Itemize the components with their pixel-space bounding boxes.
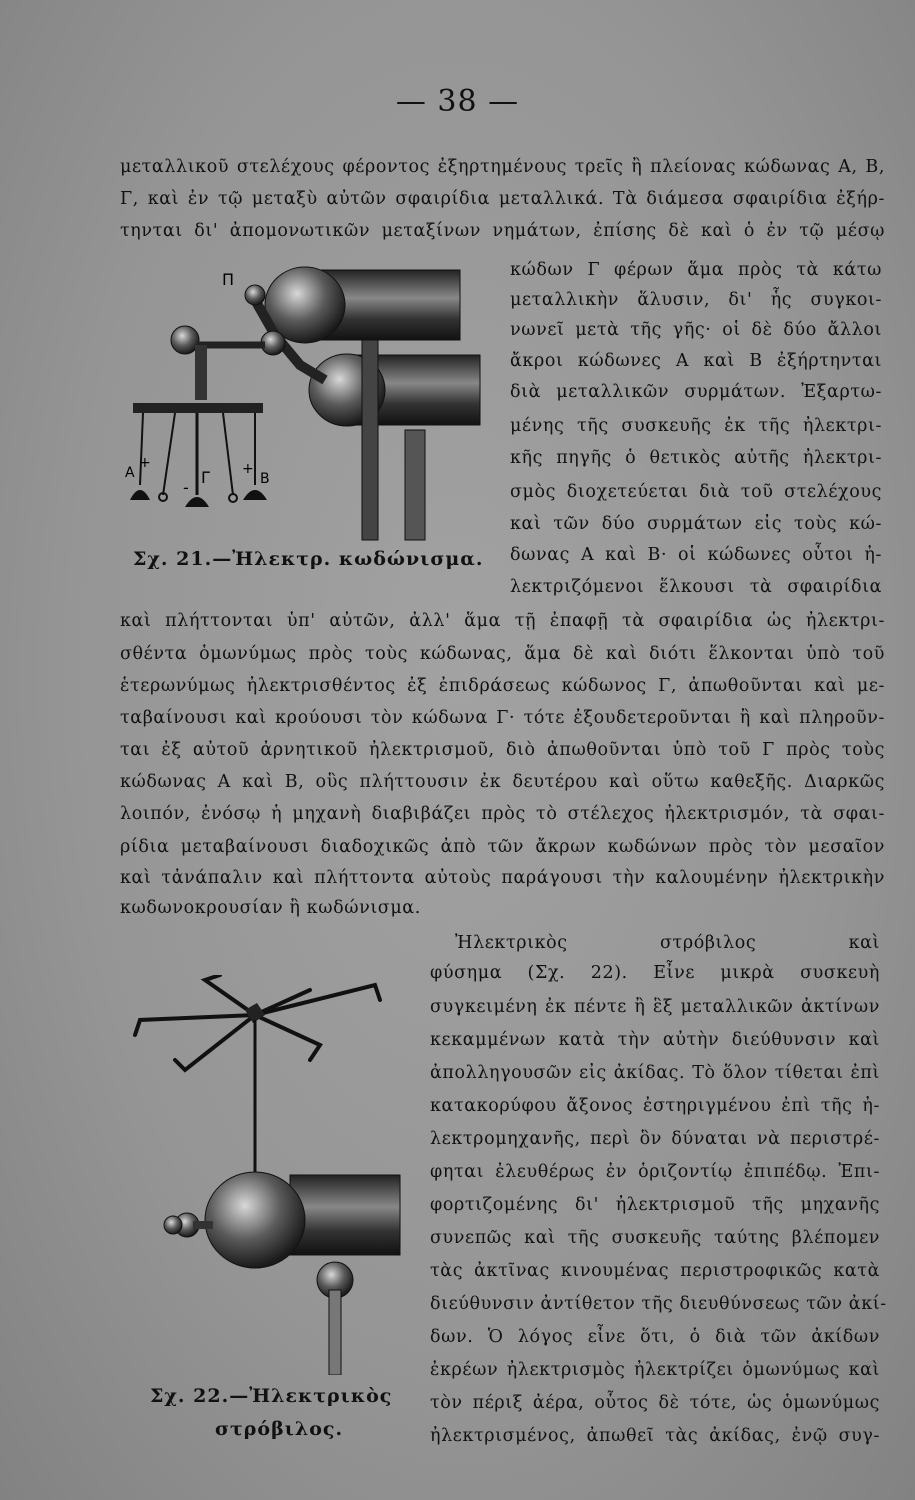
text-line: φύσημα (Σχ. 22). Εἶνε μικρὰ συσκευὴ	[430, 963, 880, 983]
text-line: τηνται δι' ἀπομονωτικῶν μεταξίνων νημάτων, ἐπίσης δὲ καὶ ὁ ἐν τῷ μέσῳ	[120, 221, 885, 241]
text-line: κῆς πηγῆς ὁ θετικὸς αὐτῆς ἠλεκτρι-	[510, 448, 882, 468]
text-line: συγκειμένη ἐκ πέντε ἢ ἓξ μεταλλικῶν ἀκτίνων	[430, 997, 880, 1017]
text-line: συνεπῶς καὶ τῆς συσκευῆς ταύτης βλέπομεν	[430, 1228, 880, 1248]
figure-22-caption-line1: Σχ. 22.—Ἠλεκτρικὸς	[150, 1385, 393, 1407]
text-line: ταβαίνουσι καὶ κρούουσι τὸν κώδωνα Γ· τότε ἐξουδετεροῦνται ἢ καὶ πληροῦν-	[120, 708, 885, 728]
text-line: τὸν πέριξ ἀέρα, οὗτος δὲ τότε, ὡς ὁμωνύμως	[430, 1393, 880, 1413]
text-line: Γ, καὶ ἐν τῷ μεταξὺ αὐτῶν σφαιρίδια μεταλλικά. Τὰ διάμεσα σφαιρίδια ἐξήρ-	[120, 189, 885, 209]
text-line: ἐκρέων ἠλεκτρισμὸς ἠλεκτρίζει ὁμωνύμως καὶ	[430, 1360, 880, 1380]
text-line: καὶ τῶν δύο συρμάτων εἰς τοὺς κώ-	[510, 514, 882, 534]
figure-22-caption-line2: στρόβιλος.	[215, 1418, 344, 1440]
figure-21-label-plus-a: +	[139, 455, 151, 471]
text-line: λοιπόν, ἐνόσῳ ἡ μηχανὴ διαβιβάζει πρὸς τὸ στέλεχος ἠλεκτρισμόν, τὰ σφαι-	[120, 804, 885, 824]
figure-21-label-a: A	[125, 465, 135, 481]
figure-21-label-plus-b: +	[242, 461, 254, 477]
figure-21-electric-bells	[125, 255, 495, 545]
text-line: μένης τῆς συσκευῆς ἐκ τῆς ἠλεκτρι-	[510, 416, 882, 436]
text-line: νωνεῖ μετὰ τῆς γῆς· οἱ δὲ δύο ἄλλοι	[510, 320, 882, 340]
text-line: μεταλλικὴν ἅλυσιν, δι' ἧς συγκοι-	[510, 290, 882, 310]
text-line: ἄκροι κώδωνες Α καὶ Β ἐξήρτηνται	[510, 351, 882, 371]
text-line: διεύθυνσιν ἀντίθετον τῆς διευθύνσεως τῶν ἀκί-	[430, 1294, 887, 1314]
figure-21-caption: Σχ. 21.—Ἠλεκτρ. κωδώνισμα.	[133, 548, 484, 570]
figure-21-label-b: B	[260, 471, 270, 487]
text-line: ἀπολληγουσῶν εἰς ἀκίδας. Τὸ ὅλον τίθεται ἐπὶ	[430, 1063, 880, 1083]
text-line: δων. Ὁ λόγος εἶνε ὅτι, ὁ διὰ τῶν ἀκίδων	[430, 1327, 880, 1347]
figure-21-label-gamma: Γ	[201, 468, 210, 487]
text-line: κώδωνας Α καὶ Β, οὓς πλήττουσιν ἐκ δευτέρου καὶ οὕτω καθεξῆς. Διαρκῶς	[120, 772, 885, 792]
text-line: δωνας Α καὶ Β· οἱ κώδωνες οὗτοι ἠ-	[510, 545, 882, 565]
text-line: Ἠλεκτρικὸς στρόβιλος καὶ	[455, 933, 880, 953]
text-line: ται ἐξ αὐτοῦ ἀρνητικοῦ ἠλεκτρισμοῦ, διὸ ἀπωθοῦνται ὑπὸ τοῦ Γ πρὸς τοὺς	[120, 740, 885, 760]
text-line: ἑτερωνύμως ἠλεκτρισθέντος ἐξ ἐπιδράσεως κώδωνος Γ, ἀπωθοῦνται καὶ με-	[120, 676, 885, 696]
text-line: μεταλλικοῦ στελέχους φέροντος ἐξηρτημένους τρεῖς ἢ πλείονας κώδωνας Α, Β,	[120, 157, 885, 177]
text-line: τὰς ἀκτῖνας κινουμένας περιστροφικῶς κατὰ	[430, 1261, 880, 1281]
text-line: κατακορύφου ἄξονος ἐστηριγμένου ἐπὶ τῆς ἠ-	[430, 1096, 880, 1116]
text-line: ἠλεκτρισμένος, ἀπωθεῖ τὰς ἀκίδας, ἐνῷ συγ-	[430, 1426, 880, 1446]
text-line: καὶ τἀνάπαλιν καὶ πλήττοντα αὐτοὺς παράγουσι τὴν καλουμένην ἠλεκτρικὴν	[120, 868, 885, 888]
text-line: ρίδια μεταβαίνουσι διαδοχικῶς ἀπὸ τῶν ἄκρων κωδώνων πρὸς τὸν μεσαῖον	[120, 837, 885, 857]
text-line: φορτιζομένης δι' ἠλεκτρισμοῦ τῆς μηχανῆς	[430, 1195, 880, 1215]
figure-21-label-minus: -	[183, 478, 189, 497]
text-line: λεκτρομηχανῆς, περὶ ὃν δύναται νὰ περιστρέ-	[430, 1129, 880, 1149]
text-line: κωδωνοκρουσίαν ἢ κωδώνισμα.	[120, 898, 421, 918]
text-line: κεκαμμένων κατὰ τὴν αὐτὴν διεύθυνσιν καὶ	[430, 1030, 880, 1050]
page-number: — 38 —	[395, 84, 520, 119]
text-line: λεκτριζόμενοι ἕλκουσι τὰ σφαιρίδια	[510, 577, 882, 597]
text-line: σμὸς διοχετεύεται διὰ τοῦ στελέχους	[510, 482, 882, 502]
text-line: διὰ μεταλλικῶν συρμάτων. Ἐξαρτω-	[510, 382, 882, 402]
figure-21-label-pi: Π	[222, 270, 235, 289]
text-line: κώδων Γ φέρων ἅμα πρὸς τὰ κάτω	[510, 260, 882, 280]
figure-22-electric-whirl	[125, 975, 415, 1375]
text-line: σθέντα ὁμωνύμως πρὸς τοὺς κώδωνας, ἅμα δὲ καὶ διότι ἕλκονται ὑπὸ τοῦ	[120, 644, 885, 664]
text-line: φηται ἐλευθέρως ἐν ὁριζοντίῳ ἐπιπέδῳ. Ἐπι-	[430, 1162, 880, 1182]
text-line: καὶ πλήττονται ὑπ' αὐτῶν, ἀλλ' ἅμα τῇ ἐπαφῇ τὰ σφαιρίδια ὡς ἠλεκτρι-	[120, 611, 885, 631]
